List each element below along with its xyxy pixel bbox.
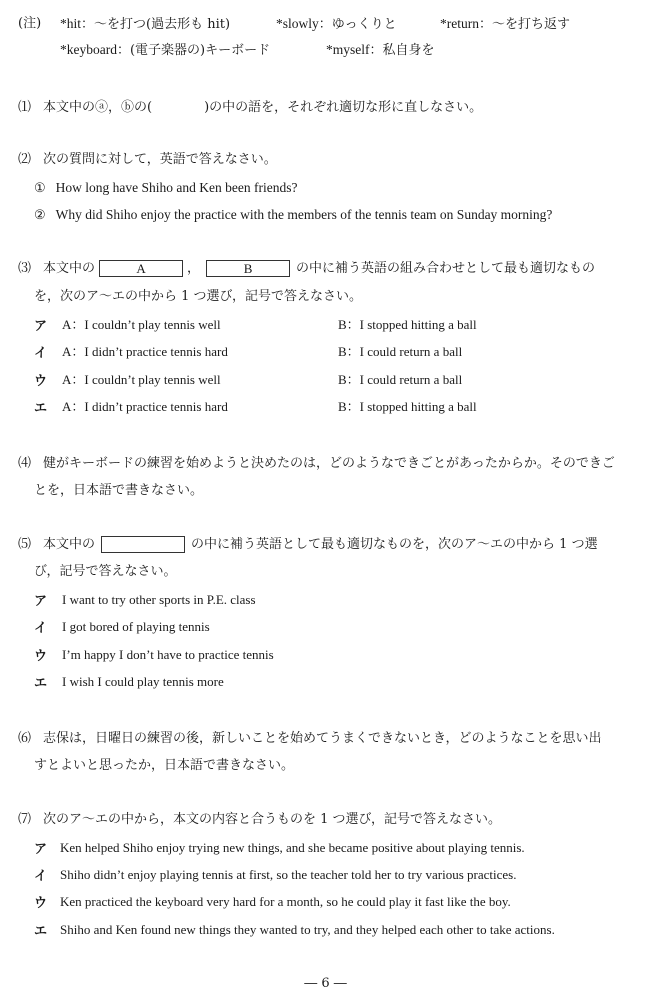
note-definition: ：(電子楽器の)キーボード bbox=[116, 43, 271, 58]
note-word: *return bbox=[440, 16, 479, 31]
option-text: Ken practiced the keyboard very hard for a month, so he could play it fast like the boy. bbox=[60, 894, 511, 909]
option-mark: ア bbox=[34, 594, 48, 609]
item-text: Why did Shiho enjoy the practice with the members of the tennis team on Sunday morning? bbox=[55, 207, 553, 222]
question-number: ⑶ bbox=[18, 261, 32, 276]
option-b: B：I stopped hitting a ball bbox=[338, 399, 477, 414]
option-mark: ア bbox=[34, 842, 48, 857]
option-text: I wish I could play tennis more bbox=[62, 674, 224, 689]
note-definition: ：ゆっくりと bbox=[318, 17, 397, 32]
question-text: 次のア～エの中から，本文の内容と合うものを 1 つ選び，記号で答えなさい。 bbox=[43, 812, 502, 827]
note-definition: ：～を打ち返す bbox=[478, 17, 570, 32]
option-b: B：I stopped hitting a ball bbox=[338, 317, 477, 332]
note-keyboard bbox=[60, 40, 270, 61]
note-hit bbox=[60, 14, 230, 35]
question-text: の中に補う英語として最も適切なものを，次のア～エの中から 1 つ選 bbox=[191, 537, 598, 552]
question-text: 次の質問に対して，英語で答えなさい。 bbox=[43, 152, 277, 167]
question-number: ⑷ bbox=[18, 456, 32, 471]
comma: ， bbox=[187, 261, 201, 276]
question-number: ⑹ bbox=[18, 731, 32, 746]
question-2 bbox=[18, 150, 277, 170]
option-text: I’m happy I don’t have to practice tennis bbox=[62, 647, 274, 662]
question-3-line2: を，次のア～エの中から 1 つ選び，記号で答えなさい。 bbox=[34, 289, 363, 304]
question-7 bbox=[18, 810, 501, 830]
question-text: 本文中の bbox=[43, 537, 96, 552]
option-text: I want to try other sports in P.E. class bbox=[62, 592, 256, 607]
question-1 bbox=[18, 98, 482, 118]
q2-item-1 bbox=[34, 178, 297, 199]
notes-label: (注) bbox=[18, 16, 42, 31]
question-6-line2: すとよいと思ったか，日本語で書きなさい。 bbox=[34, 758, 295, 773]
option-a: A：I couldn’t play tennis well bbox=[62, 317, 221, 332]
option-mark: エ bbox=[34, 924, 48, 939]
question-number: ⑺ bbox=[18, 812, 32, 827]
option-mark: ウ bbox=[34, 374, 48, 389]
option-mark: ウ bbox=[34, 896, 48, 911]
option-mark: ア bbox=[34, 319, 48, 334]
q2-item-2 bbox=[34, 205, 552, 226]
item-mark: ② bbox=[34, 208, 46, 223]
question-number: ⑸ bbox=[18, 537, 32, 552]
note-word: *hit bbox=[60, 16, 82, 31]
option-text: Shiho and Ken found new things they wanted to try, and they helped each other to take actions. bbox=[60, 922, 555, 937]
question-6 bbox=[18, 729, 602, 749]
option-a: A：I didn’t practice tennis hard bbox=[62, 399, 228, 414]
note-word: *myself bbox=[326, 42, 370, 57]
blank-box-b: B bbox=[206, 260, 290, 277]
option-mark: エ bbox=[34, 401, 48, 416]
question-text: 本文中の bbox=[43, 261, 96, 276]
note-word: *slowly bbox=[276, 16, 319, 31]
option-b: B：I could return a ball bbox=[338, 372, 463, 387]
note-word: *keyboard bbox=[60, 42, 117, 57]
option-mark: エ bbox=[34, 676, 48, 691]
option-text: I got bored of playing tennis bbox=[62, 619, 210, 634]
note-slowly bbox=[276, 14, 397, 35]
option-mark: イ bbox=[34, 346, 48, 361]
option-b: B：I could return a ball bbox=[338, 344, 463, 359]
note-myself bbox=[326, 40, 435, 61]
question-text: の中に補う英語の組み合わせとして最も適切なもの bbox=[296, 261, 596, 276]
question-text: 志保は，日曜日の練習の後，新しいことを始めてうまくできないとき，どのようなことを思い出 bbox=[43, 731, 602, 746]
option-a: A：I didn’t practice tennis hard bbox=[62, 344, 228, 359]
question-4-line2: とを，日本語で書きなさい。 bbox=[34, 483, 204, 498]
item-text: How long have Shiho and Ken been friends? bbox=[55, 180, 298, 195]
question-text: 健がキーボードの練習を始めようと決めたのは，どのようなできごとがあったからか。そのできご bbox=[43, 456, 615, 471]
question-4 bbox=[18, 454, 615, 474]
question-number: ⑴ bbox=[18, 100, 32, 115]
page-number: ― 6 ― bbox=[304, 976, 347, 991]
question-number: ⑵ bbox=[18, 152, 32, 167]
blank-box-a: A bbox=[99, 260, 183, 277]
option-mark: ウ bbox=[34, 649, 48, 664]
note-definition: ：～を打つ(過去形も hit) bbox=[81, 17, 231, 32]
note-definition: ：私自身を bbox=[369, 43, 435, 58]
option-a: A：I couldn’t play tennis well bbox=[62, 372, 221, 387]
question-5 bbox=[18, 535, 598, 555]
question-text: 本文中のⓐ，ⓑの( )の中の語を，それぞれ適切な形に直しなさい。 bbox=[43, 100, 483, 115]
option-text: Shiho didn’t enjoy playing tennis at first, so the teacher told her to try various practices. bbox=[60, 867, 517, 882]
note-return bbox=[440, 14, 570, 35]
question-3 bbox=[18, 259, 595, 279]
question-5-line2: び，記号で答えなさい。 bbox=[34, 564, 177, 579]
option-mark: イ bbox=[34, 869, 48, 884]
option-text: Ken helped Shiho enjoy trying new things, and she became positive about playing tennis. bbox=[60, 840, 525, 855]
item-mark: ① bbox=[34, 181, 46, 196]
blank-box bbox=[101, 536, 185, 553]
option-mark: イ bbox=[34, 621, 48, 636]
